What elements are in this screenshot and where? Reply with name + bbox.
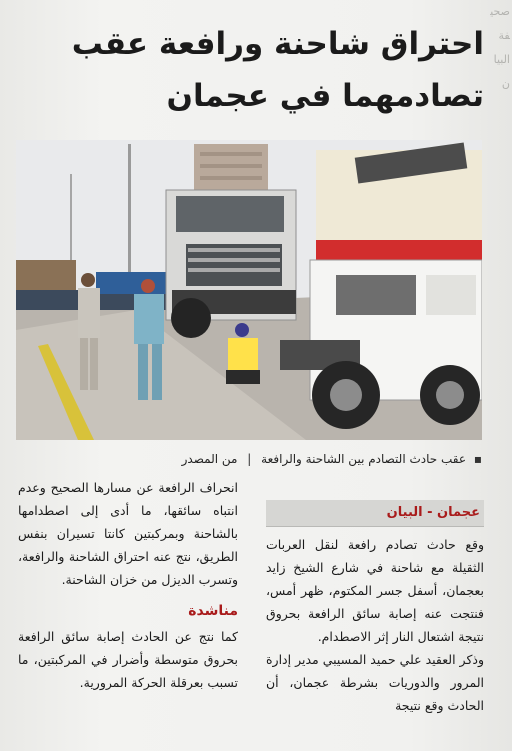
body-paragraph-3: انحراف الرافعة عن مسارها الصحيح وعدم انتباه سائقها، ما أدى إلى اصطدامها بالشاحنة وبمركبتين كانتا تسيران بنفس الطريق، نتج عنه احتراق الشاحنة والرافعة، وتسرب الديزل من خزان الشاحنة.	[18, 480, 238, 587]
body-paragraph-4: كما نتج عن الحادث إصابة سائق الرافعة بحروق متوسطة وأضرار في المركبتين، ما تسبب بعرقلة الحركة المرورية.	[18, 629, 238, 690]
body-paragraph-1: وقع حادث تصادم رافعة لنقل العربات الثقيلة مع شاحنة في شارع الشيخ زايد بعجمان، أسفل جسر المكتوم، ظهر أمس، فنتجت عنه إصابة سائق الرافعة بحروق نتيجة اشتعال النار إثر الاصطدام.	[266, 537, 484, 644]
accident-photo	[16, 140, 482, 440]
headline-line-1: احتراق شاحنة ورافعة عقب	[71, 26, 484, 62]
adjacent-page-bleed	[488, 0, 510, 560]
caption-credit: من المصدر	[181, 452, 238, 466]
caption-text: عقب حادث التصادم بين الشاحنة والرافعة	[261, 452, 467, 466]
headline-line-2: تصادمهما في عجمان	[166, 78, 484, 114]
article-column-left	[18, 476, 238, 694]
article-column-right	[266, 486, 484, 717]
caption-bullet-icon: ▪	[473, 452, 482, 466]
headline	[64, 18, 484, 122]
body-paragraph-2: وذكر العقيد علي حميد المسيبي مدير إدارة المرور والدوريات بشرطة عجمان، أن الحادث وقع نتيجة	[266, 652, 484, 713]
caption-separator: |	[247, 452, 252, 466]
subheading: مناشدة	[188, 603, 238, 619]
byline: عجمان - البيان	[266, 500, 484, 527]
photo-caption	[16, 446, 482, 472]
bleed-text: صحيفة البيان	[490, 5, 510, 90]
